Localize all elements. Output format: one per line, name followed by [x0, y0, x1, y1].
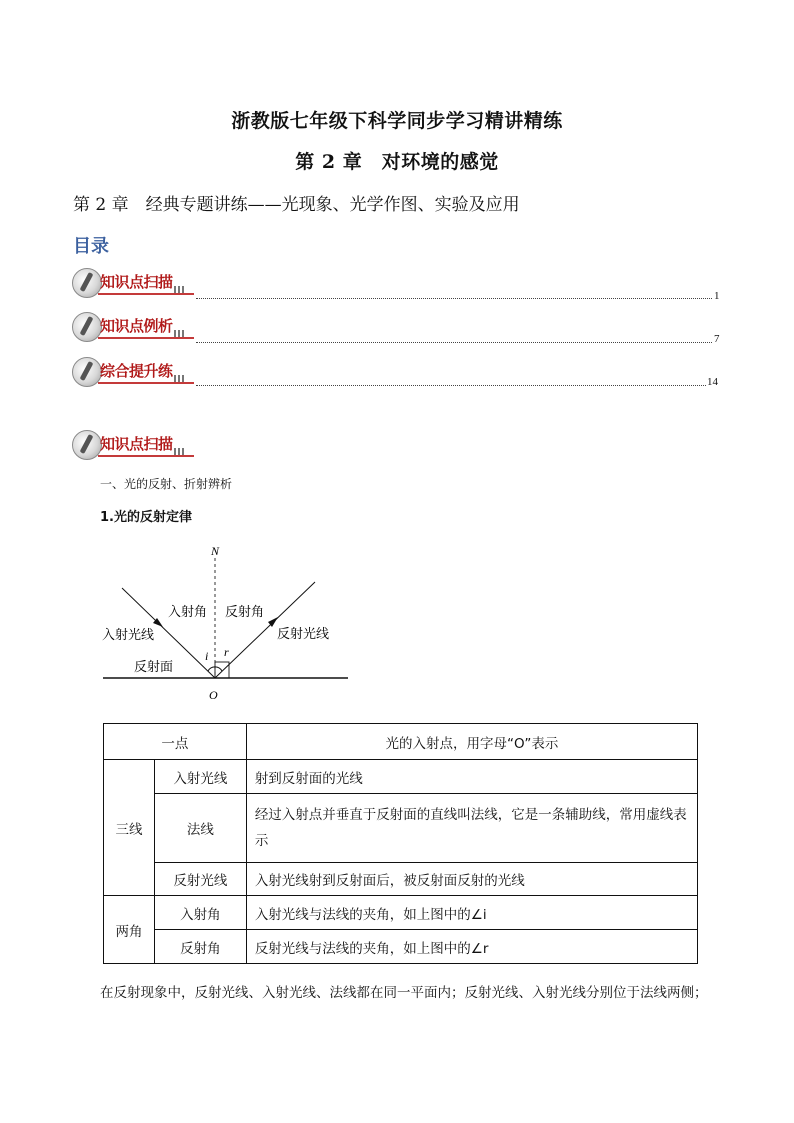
- table-group-cell: 两角: [104, 896, 155, 964]
- body-paragraph: 在反射现象中，反射光线、入射光线、法线都在同一平面内；反射光线、入射光线分别位于法线两侧；: [100, 985, 708, 1001]
- toc-page-number: 7: [714, 333, 720, 345]
- label-r: r: [224, 645, 229, 659]
- table-cell: 入射光线与法线的夹角，如上图中的∠i: [246, 896, 697, 930]
- label-N: N: [211, 544, 220, 558]
- toc-item-label: 知识点例析: [100, 317, 173, 335]
- document-title: 浙教版七年级下科学同步学习精讲精练: [231, 110, 563, 132]
- label-reflected-ray: 反射光线: [277, 627, 330, 642]
- table-row: [104, 863, 698, 896]
- section-badge-label: 知识点扫描: [100, 435, 173, 453]
- reflection-terms-table: [103, 723, 698, 964]
- table-cell: 经过入射点并垂直于反射面的直线叫法线，它是一条辅助线，常用虚线表示: [246, 794, 697, 863]
- toc-heading: 目录: [73, 236, 109, 257]
- table-cell: 入射光线射到反射面后，被反射面反射的光线: [246, 863, 697, 896]
- table-row: [104, 760, 698, 794]
- label-incident-ray: 入射光线: [102, 628, 155, 643]
- table-cell: 光的入射点，用字母“O”表示: [246, 724, 697, 760]
- table-cell: 反射光线与法线的夹角，如上图中的∠r: [246, 930, 697, 964]
- toc-page-number: 1: [714, 290, 720, 302]
- table-row: [104, 896, 698, 930]
- table-cell: 一点: [104, 724, 247, 760]
- chapter-title: 第 2 章 对环境的感觉: [295, 151, 499, 173]
- toc-item-label: 综合提升练: [100, 362, 173, 380]
- table-cell: 射到反射面的光线: [246, 760, 697, 794]
- label-O: O: [209, 688, 218, 702]
- table-row: [104, 724, 698, 760]
- label-incident-angle: 入射角: [168, 605, 208, 620]
- section-subtitle: 第 2 章 经典专题讲练——光现象、光学作图、实验及应用: [73, 195, 520, 215]
- section-heading: 一、光的反射、折射辨析: [100, 477, 233, 491]
- table-cell: 入射光线: [154, 760, 246, 794]
- toc-page-number: 14: [707, 376, 718, 388]
- table-row: [104, 794, 698, 863]
- subsection-heading: 1.光的反射定律: [100, 510, 192, 525]
- table-cell: 反射光线: [154, 863, 246, 896]
- table-cell: 法线: [154, 794, 246, 863]
- label-i: i: [205, 649, 209, 663]
- label-reflect-angle: 反射角: [225, 605, 265, 620]
- table-group-cell: 三线: [104, 760, 155, 896]
- label-mirror: 反射面: [134, 660, 174, 675]
- table-cell: 入射角: [154, 896, 246, 930]
- toc-item-label: 知识点扫描: [100, 273, 173, 291]
- table-cell: 反射角: [154, 930, 246, 964]
- table-row: [104, 930, 698, 964]
